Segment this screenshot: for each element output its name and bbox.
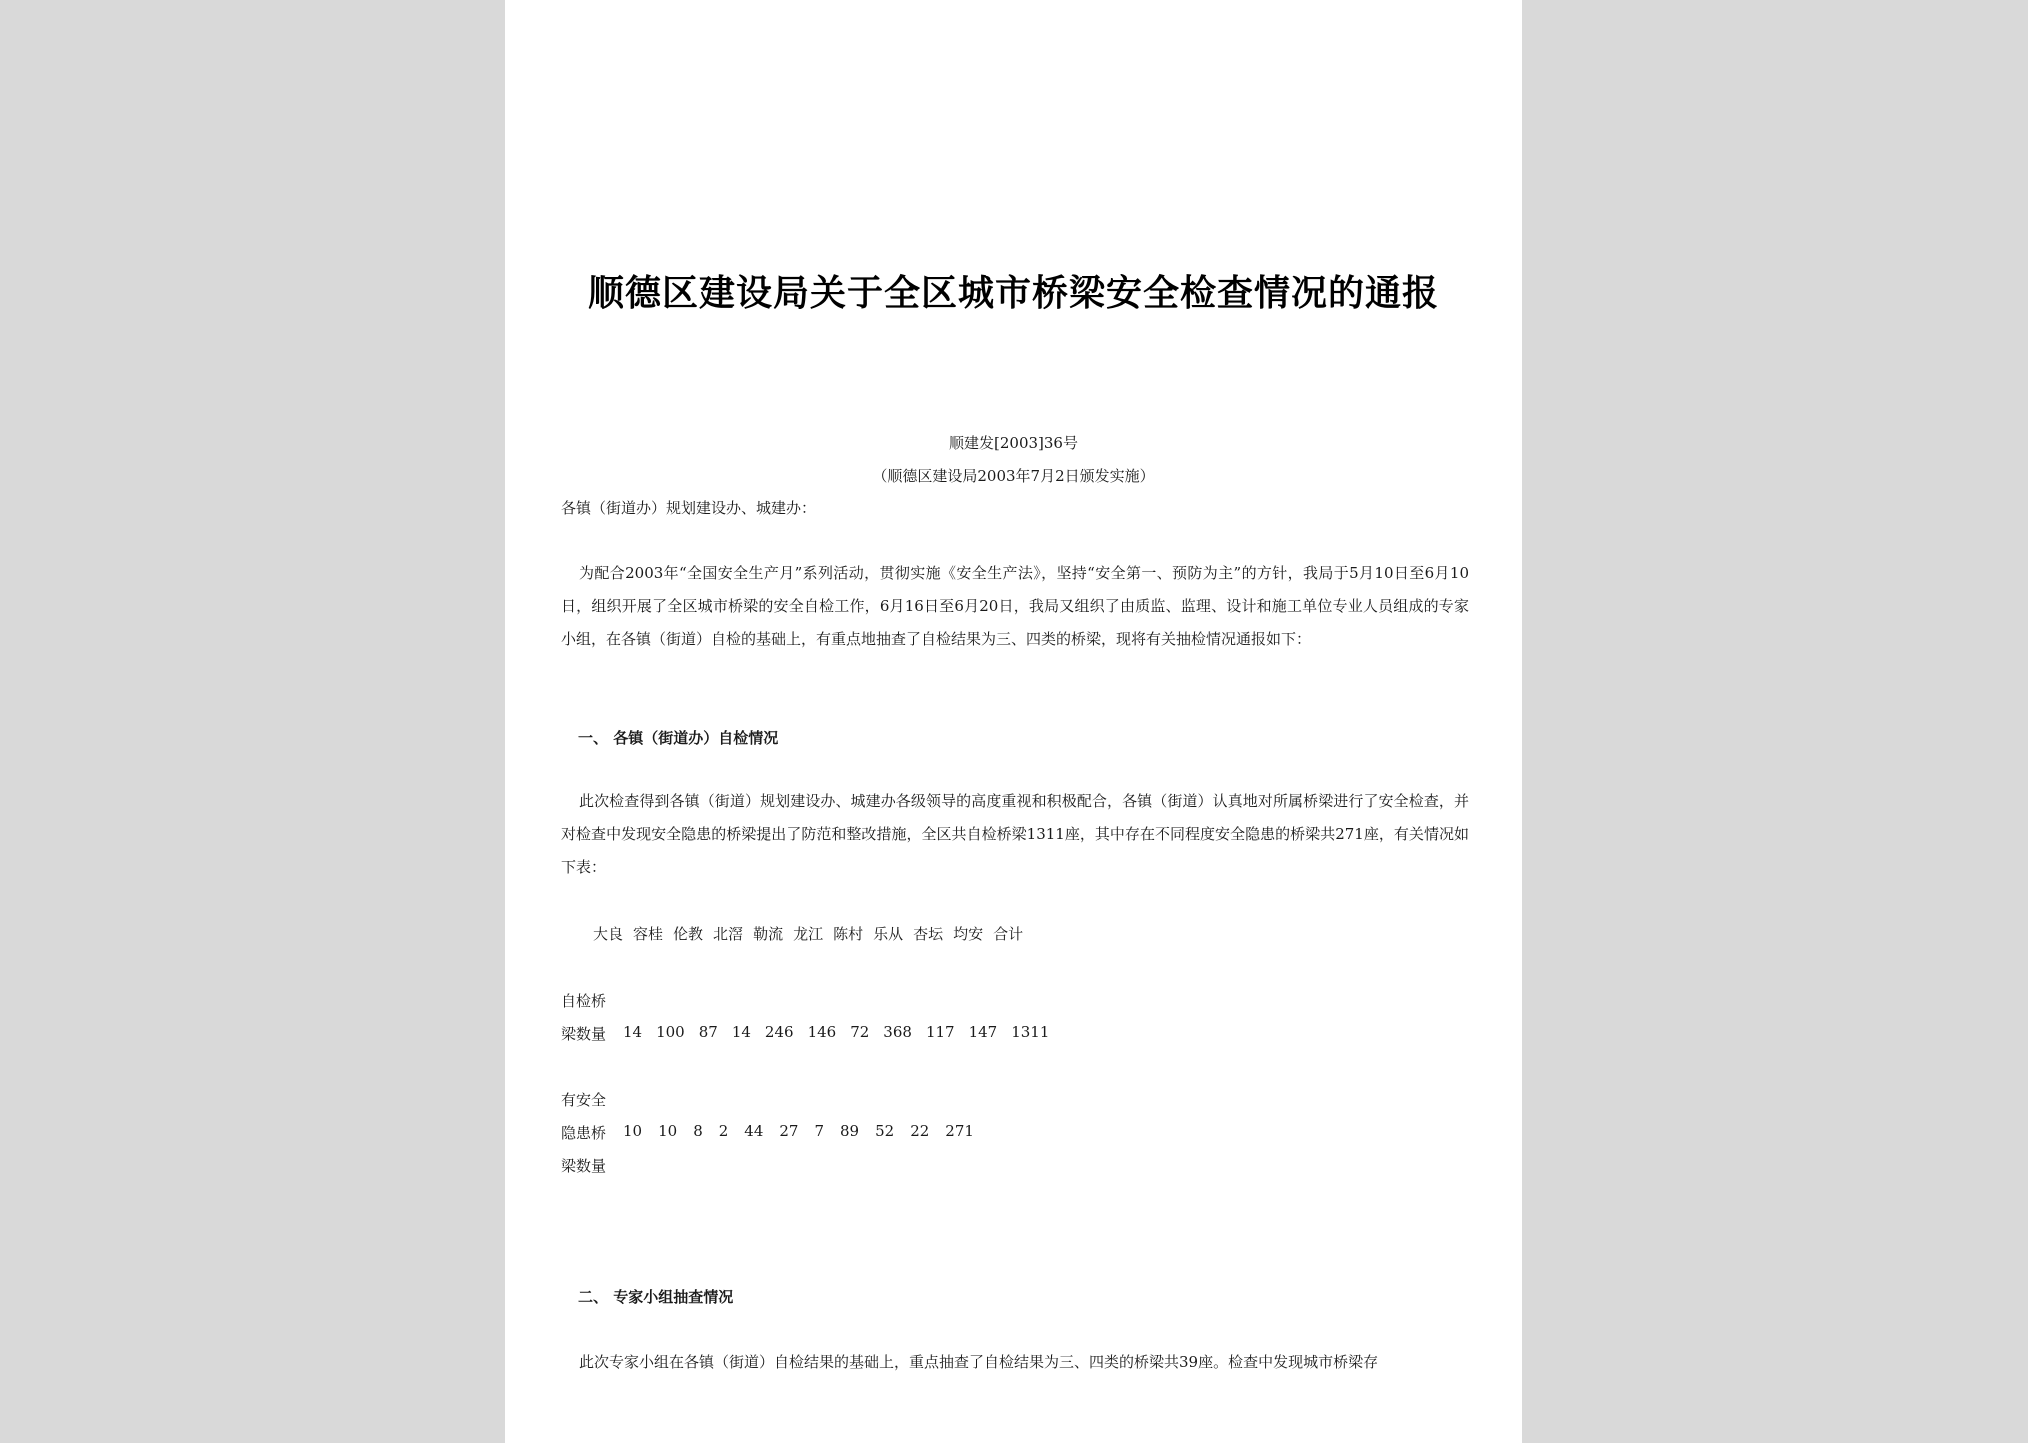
section-2-heading: 二、 专家小组抽查情况 [578, 1288, 734, 1306]
table-cell: 89 [840, 1122, 860, 1140]
table-cell: 22 [910, 1122, 930, 1140]
table-cell: 146 [807, 1023, 837, 1041]
table-cell: 271 [945, 1122, 974, 1140]
table-row-1-label: 梁数量 [561, 1025, 607, 1043]
table-column-header: 龙江 [793, 925, 824, 943]
table-column-header: 北滘 [713, 925, 744, 943]
addressee-line: 各镇（街道办）规划建设办、城建办： [561, 499, 817, 517]
table-cell: 10 [658, 1122, 678, 1140]
table-row-2-label: 有安全 [561, 1091, 607, 1109]
expert-inspection-paragraph: 此次专家小组在各镇（街道）自检结果的基础上，重点抽查了自检结果为三、四类的桥梁共39座。检查中发现城市桥梁存 [579, 1353, 1379, 1371]
table-row-2-values [623, 1122, 974, 1140]
document-issue-date: （顺德区建设局2003年7月2日颁发实施） [872, 467, 1155, 485]
table-cell: 14 [731, 1023, 751, 1041]
table-row-1-values [623, 1023, 1049, 1041]
table-row-2-label: 隐患桥 [561, 1124, 607, 1142]
table-cell: 8 [693, 1122, 703, 1140]
table-header-row [593, 923, 1023, 944]
table-cell: 7 [814, 1122, 825, 1140]
table-cell: 10 [623, 1122, 643, 1140]
table-cell: 2 [718, 1122, 729, 1140]
table-column-header: 乐从 [873, 925, 904, 943]
table-row-1-label: 自检桥 [561, 992, 607, 1010]
table-cell: 246 [764, 1023, 794, 1041]
table-cell: 14 [623, 1023, 643, 1041]
table-column-header: 杏坛 [913, 925, 944, 943]
table-cell: 368 [883, 1023, 912, 1041]
table-column-header: 均安 [953, 925, 984, 943]
document-number: 顺建发[2003]36号 [949, 434, 1078, 452]
table-cell: 72 [850, 1023, 870, 1041]
table-cell: 27 [779, 1122, 799, 1140]
table-cell: 52 [875, 1122, 895, 1140]
intro-paragraph: 为配合2003年“全国安全生产月”系列活动，贯彻实施《安全生产法》，坚持“安全第一、预防为主”的方针，我局于5月10日至6月10日，组织开展了全区城市桥梁的安全自检工作，6月16日至6月20日，我局又组织了由质监、监理、设计和施工单位专业人员组成的专家小组，在各镇（街道）自检的基础上，有重点地抽查了自检结果为三、四类的桥梁，现将有关抽检情况通报如下： [561, 564, 1469, 648]
table-row-2-label: 梁数量 [561, 1157, 607, 1175]
table-cell: 117 [925, 1023, 955, 1041]
table-column-header: 容桂 [633, 925, 664, 943]
table-cell: 147 [968, 1023, 998, 1041]
section-1-heading: 一、 各镇（街道办）自检情况 [578, 729, 779, 747]
table-cell: 100 [656, 1023, 685, 1041]
table-column-header: 大良 [593, 925, 624, 943]
table-column-header: 勒流 [753, 925, 784, 943]
document-title: 顺德区建设局关于全区城市桥梁安全检查情况的通报 [587, 272, 1439, 314]
table-cell: 1311 [1011, 1023, 1050, 1041]
table-cell: 87 [698, 1023, 718, 1041]
self-inspection-paragraph: 此次检查得到各镇（街道）规划建设办、城建办各级领导的高度重视和积极配合，各镇（街道）认真地对所属桥梁进行了安全检查，并对检查中发现安全隐患的桥梁提出了防范和整改措施，全区共自检桥梁1311座，其中存在不同程度安全隐患的桥梁共271座，有关情况如下表： [561, 792, 1469, 876]
table-cell: 44 [744, 1122, 764, 1140]
table-column-header: 伦教 [673, 925, 704, 943]
table-column-header: 合计 [993, 925, 1024, 943]
table-column-header: 陈村 [833, 925, 864, 943]
document-page [505, 0, 1522, 1443]
